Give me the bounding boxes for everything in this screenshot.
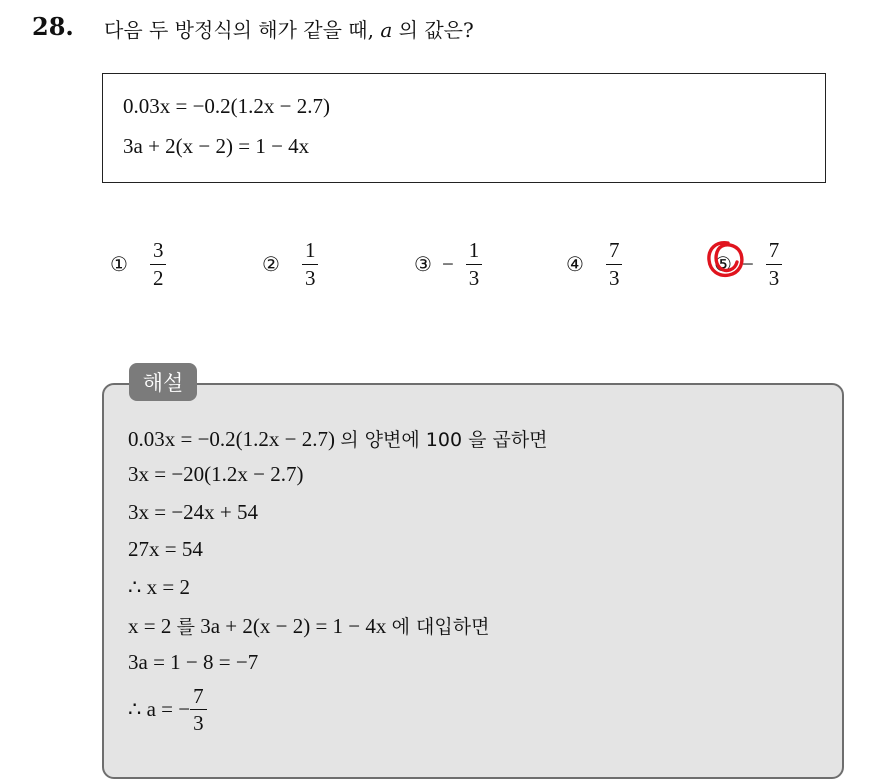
solution-line-8-prefix: ∴ a = − [128, 697, 191, 722]
choice-3[interactable] [414, 232, 482, 296]
question-text [104, 14, 474, 43]
question-number: 28. [32, 12, 74, 41]
choice-5-denominator: 3 [768, 265, 780, 290]
question-text-after: 의 값은? [398, 18, 474, 42]
choice-5-fraction [766, 239, 783, 288]
choice-2-denominator: 3 [304, 265, 316, 290]
solution-line-6-math-2: 3a + 2(x − 2) = 1 − 4x [200, 614, 387, 638]
solution-line-3: 3x = −24x + 54 [128, 500, 259, 524]
solution-line-8-denominator: 3 [193, 711, 204, 736]
choice-2[interactable] [262, 232, 318, 296]
choice-2-numerator: 1 [302, 239, 319, 264]
choice-2-fraction [302, 239, 319, 288]
choice-3-fraction [466, 239, 483, 288]
solution-line-6-text-2: 에 대입하면 [391, 616, 490, 638]
choice-1[interactable] [110, 232, 166, 296]
solution-box [102, 383, 844, 779]
choice-3-numerator: 1 [466, 239, 483, 264]
solution-line-6-text-1: 를 [176, 616, 195, 638]
equation-box [102, 73, 826, 183]
choice-4-numerator: 7 [606, 239, 623, 264]
solution-line-5: ∴ x = 2 [128, 575, 190, 599]
solution-line-8-fraction [190, 685, 207, 734]
choice-5-sign: − [741, 251, 754, 276]
choice-1-fraction [150, 239, 167, 288]
question-variable: a [380, 18, 393, 42]
solution-line-1 [128, 425, 548, 452]
answer-circle-mark [704, 237, 748, 281]
choice-4-denominator: 3 [608, 265, 620, 290]
choice-4[interactable] [566, 232, 622, 296]
solution-line-1-math: 0.03x = −0.2(1.2x − 2.7) [128, 427, 336, 451]
choice-4-marker: ④ [566, 252, 584, 276]
solution-line-2: 3x = −20(1.2x − 2.7) [128, 462, 304, 486]
choice-5-numerator: 7 [766, 239, 783, 264]
choice-3-denominator: 3 [468, 265, 480, 290]
solution-line-8 [128, 685, 207, 734]
choice-1-marker: ① [110, 252, 128, 276]
choice-4-fraction [606, 239, 623, 288]
answer-circle-stroke [709, 243, 742, 276]
solution-line-1-text: 의 양변에 100 을 곱하면 [340, 429, 548, 451]
choice-5-marker: ⑤ [714, 252, 732, 276]
solution-line-8-numerator: 7 [190, 685, 207, 710]
solution-line-4: 27x = 54 [128, 537, 203, 561]
equation-1: 0.03x = −0.2(1.2x − 2.7) [123, 94, 331, 118]
question-text-before: 다음 두 방정식의 해가 같을 때, [104, 18, 374, 42]
choice-1-denominator: 2 [152, 265, 164, 290]
equation-2: 3a + 2(x − 2) = 1 − 4x [123, 134, 310, 158]
choice-1-numerator: 3 [150, 239, 167, 264]
solution-line-6 [128, 612, 489, 639]
solution-line-6-math-1: x = 2 [128, 614, 172, 638]
choice-2-marker: ② [262, 252, 280, 276]
solution-tag: 해설 [129, 363, 197, 401]
choice-3-marker: ③ [414, 252, 432, 276]
choice-3-sign: − [441, 251, 454, 276]
solution-line-7: 3a = 1 − 8 = −7 [128, 650, 259, 674]
